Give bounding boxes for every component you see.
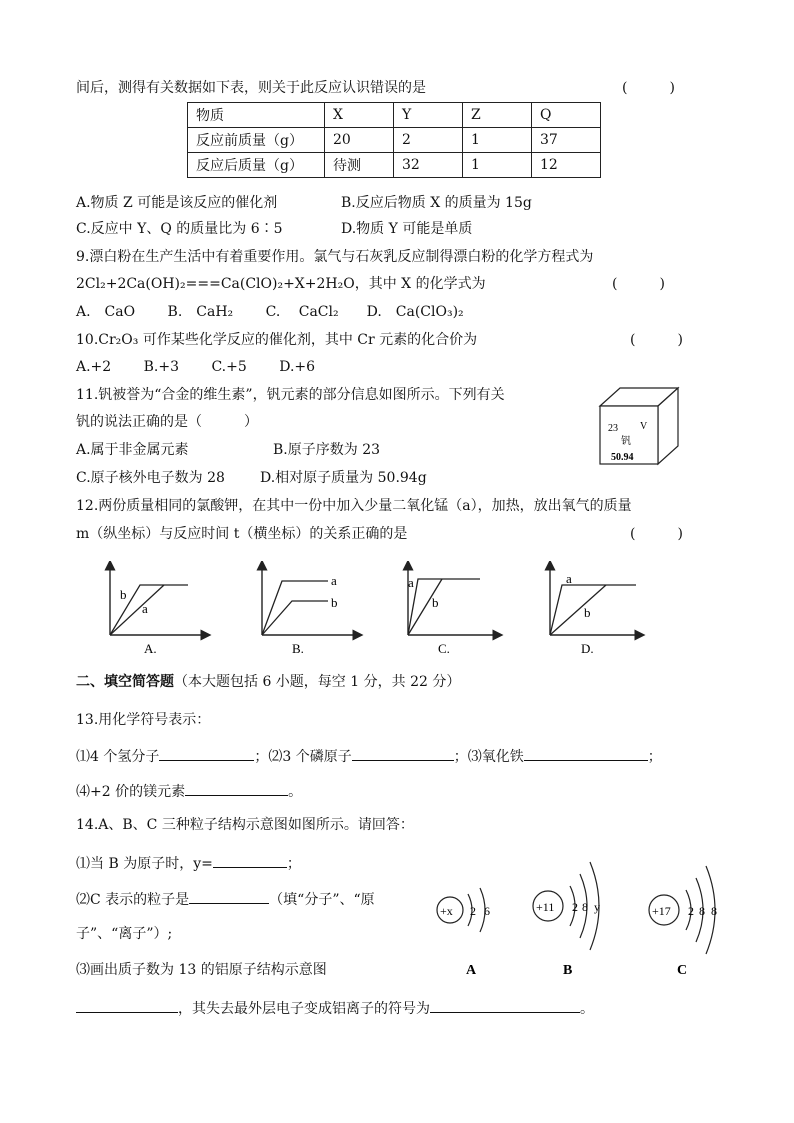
q13-answer-blank-4[interactable] [185, 781, 288, 796]
structure-a-shell-2: 6 [484, 904, 490, 918]
element-name: 钒 [621, 436, 631, 447]
structure-b-shell-1: 2 [572, 900, 578, 914]
q14-answer-blank-4[interactable] [430, 998, 580, 1013]
q11-option-a: A.属于非金属元素 [76, 442, 189, 458]
table-cell: 12 [532, 153, 601, 178]
q11-option-d: D.相对原子质量为 50.94g [260, 470, 427, 486]
table-cell: 1 [463, 128, 532, 153]
graph-a-line2-label: a [142, 601, 148, 616]
q14-part3: ⑶画出质子数为 13 的铝原子结构示意图 [76, 962, 327, 978]
structure-c-shell-1: 2 [688, 904, 694, 918]
structure-b-shell-2: 8 [582, 900, 588, 914]
q11-stem-line1: 11.钒被誉为“合金的维生素”，钒元素的部分信息如图所示。下列有关 [76, 387, 505, 403]
graph-d-line1-label: a [566, 571, 572, 586]
q8-option-c: C.反应中 Y、Q 的质量比为 6∶5 [76, 221, 283, 237]
q8-option-a: A.物质 Z 可能是该反应的催化剂 [76, 195, 278, 211]
q14-part2-cont: 子”、“离子”）; [76, 926, 173, 942]
table-cell: Z [463, 103, 532, 128]
table-cell: 1 [463, 153, 532, 178]
q12-stem-line2: m（纵坐标）与反应时间 t（横坐标）的关系正确的是 [76, 526, 408, 542]
q14-answer-blank-2[interactable] [189, 889, 269, 904]
graph-d-line2-label: b [584, 605, 591, 620]
graph-a-line1-label: b [120, 587, 127, 602]
q12-answer-paren[interactable]: ( ) [630, 526, 683, 542]
mass-table [187, 102, 601, 178]
q14-part1-label: ⑴当 B 为原子时，y= [76, 856, 213, 872]
structure-c [649, 866, 717, 978]
structure-c-shell-2: 8 [699, 904, 705, 918]
q14-part4-label: ，其失去最外层电子变成铝离子的符号为 [178, 1001, 430, 1017]
q10-answer-paren[interactable]: ( ) [630, 332, 683, 348]
q14-answer-blank-3[interactable] [76, 998, 178, 1013]
q9-answer-paren[interactable]: ( ) [612, 276, 665, 292]
vanadium-element-card [594, 384, 684, 474]
q8-option-d: D.物质 Y 可能是单质 [341, 221, 473, 237]
q13-answer-blank-1[interactable] [159, 746, 254, 761]
q13-answer-blank-3[interactable] [524, 746, 648, 761]
q12-graphs [96, 561, 656, 661]
element-mass: 50.94 [611, 452, 634, 463]
graph-b-line2-label: b [331, 595, 338, 610]
q11-option-c: C.原子核外电子数为 28 [76, 470, 225, 486]
structure-c-nucleus: +17 [652, 904, 671, 918]
table-cell: 32 [394, 153, 463, 178]
structure-a-shell-1: 2 [470, 904, 476, 918]
section-2-title: 二、填空简答题 [76, 674, 174, 690]
graph-c-line2-label: b [432, 595, 439, 610]
q14-stem: 14.A、B、C 三种粒子结构示意图如图所示。请回答： [76, 817, 414, 833]
q13-line2 [76, 781, 302, 801]
table-row [188, 153, 601, 178]
graph-b-line1-label: a [331, 573, 337, 588]
q10-options: A.+2 B.+3 C.+5 D.+6 [76, 359, 316, 375]
particle-structure-diagrams [428, 850, 728, 980]
q9-equation: 2Cl₂+2Ca(OH)₂===Ca(ClO)₂+X+2H₂O，其中 X 的化学式为 [76, 276, 486, 292]
table-cell: 物质 [188, 103, 325, 128]
element-number: 23 [608, 423, 618, 434]
structure-c-label: C [677, 963, 688, 978]
graph-d[interactable] [550, 565, 640, 656]
table-row [188, 128, 601, 153]
q8-option-b: B.反应后物质 X 的质量为 15g [341, 195, 532, 211]
table-cell: 2 [394, 128, 463, 153]
q13-part3-label: ；⑶氧化铁 [453, 749, 524, 765]
q13-part4-label: ⑷+2 价的镁元素 [76, 784, 186, 800]
graph-b-label: B. [292, 641, 304, 656]
structure-a-label: A [466, 963, 477, 978]
q13-line1 [76, 746, 662, 766]
table-cell: 反应后质量（g） [188, 153, 325, 178]
q14-part2-hint: （填“分子”、“原 [269, 892, 375, 908]
q14-part4 [76, 998, 594, 1018]
q10-stem: 10.Cr₂O₃ 可作某些化学反应的催化剂，其中 Cr 元素的化合价为 [76, 332, 478, 348]
table-cell: 待测 [325, 153, 394, 178]
graph-c[interactable] [408, 565, 498, 656]
q13-answer-blank-2[interactable] [352, 746, 454, 761]
graph-a[interactable] [110, 565, 206, 656]
q14-part1 [76, 853, 301, 873]
q8-answer-paren[interactable]: ( ) [622, 80, 675, 96]
q11-stem-line2: 钒的说法正确的是（ ） [76, 414, 258, 430]
q14-end: 。 [580, 1001, 594, 1017]
q14-answer-blank-1[interactable] [213, 853, 287, 868]
q14-part2-label: ⑵C 表示的粒子是 [76, 892, 190, 908]
section-2-heading [76, 673, 460, 691]
q14-semicolon: ； [286, 856, 301, 872]
table-header-row [188, 103, 601, 128]
graph-c-line1-label: a [408, 575, 414, 590]
structure-c-shell-3: 8 [711, 904, 717, 918]
q12-stem-line1: 12.两份质量相同的氯酸钾，在其中一份中加入少量二氧化锰（a），加热，放出氧气的质量 [76, 498, 632, 514]
q8-intro: 间后，测得有关数据如下表，则关于此反应认识错误的是 [76, 80, 426, 96]
q13-end: 。 [288, 784, 303, 800]
table-cell: X [325, 103, 394, 128]
graph-b[interactable] [262, 565, 358, 656]
q13-stem: 13.用化学符号表示： [76, 712, 211, 728]
graph-d-label: D. [581, 641, 594, 656]
structure-a [437, 888, 490, 978]
q13-part2-label: ；⑵3 个磷原子 [254, 749, 352, 765]
q14-part2 [76, 889, 375, 909]
table-cell: Q [532, 103, 601, 128]
q13-semicolon: ； [647, 749, 662, 765]
table-cell: 20 [325, 128, 394, 153]
table-cell: 反应前质量（g） [188, 128, 325, 153]
graph-c-label: C. [438, 641, 450, 656]
structure-b-label: B [563, 963, 573, 978]
structure-b-nucleus: +11 [536, 900, 555, 914]
section-2-note: （本大题包括 6 小题，每空 1 分，共 22 分） [174, 674, 461, 690]
structure-a-nucleus: +x [440, 904, 453, 918]
structure-b [533, 862, 600, 978]
q13-part1-label: ⑴4 个氢分子 [76, 749, 160, 765]
structure-b-shell-3: y [594, 900, 600, 914]
q9-options: A. CaO B. CaH₂ C. CaCl₂ D. Ca(ClO₃)₂ [76, 304, 464, 320]
q9-stem: 9.漂白粉在生产生活中有着重要作用。氯气与石灰乳反应制得漂白粉的化学方程式为 [76, 249, 594, 265]
table-cell: Y [394, 103, 463, 128]
element-symbol: V [640, 421, 648, 432]
graph-a-label: A. [144, 641, 157, 656]
q11-option-b: B.原子序数为 23 [273, 442, 381, 458]
table-cell: 37 [532, 128, 601, 153]
